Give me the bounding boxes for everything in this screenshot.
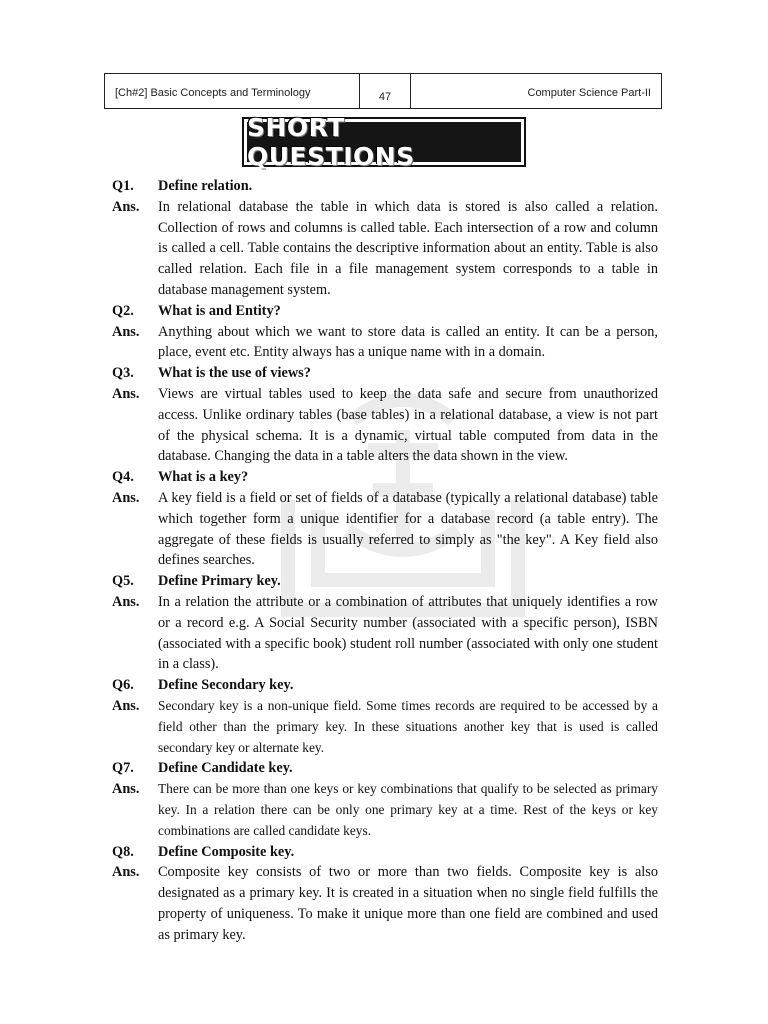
question-text: What is and Entity? [158, 302, 281, 319]
qa-item [112, 467, 658, 571]
question-number: Q5. [112, 573, 134, 590]
answer-row [112, 322, 658, 364]
answer-row [112, 696, 658, 758]
qa-item [112, 363, 658, 467]
page-number: 47 [359, 74, 411, 109]
question-number: Q4. [112, 469, 134, 486]
answer-text: Views are virtual tables used to keep the data safe and secure from unauthorized access. Unlike ordinary tables (base tables) in a relational database, a view is not part of the physical schema. It is a dynamic, virtual table computed from data in the database. Changing the data in a table alters the data shown in the view. [158, 385, 658, 465]
question-number: Q2. [112, 302, 134, 319]
answer-row [112, 384, 658, 467]
question-row [112, 301, 658, 322]
question-number: Q7. [112, 760, 134, 777]
chapter-title: [Ch#2] Basic Concepts and Terminology [115, 87, 311, 99]
answer-row [112, 862, 658, 945]
answer-row [112, 197, 658, 301]
question-text: What is the use of views? [158, 365, 311, 382]
qa-list [112, 176, 658, 945]
question-text: Define Secondary key. [158, 677, 294, 694]
answer-label: Ans. [112, 198, 140, 215]
section-title-background [247, 113, 521, 171]
answer-text: Composite key consists of two or more than two fields. Composite key is also designated as a primary key. It is created in a situation when no single field fulfills the property of uniqueness. To make it unique more than one field are combined and used as primary key. [158, 864, 658, 943]
answer-row [112, 488, 658, 571]
question-text: Define Candidate key. [158, 760, 293, 777]
answer-label: Ans. [112, 864, 140, 881]
qa-item [112, 176, 658, 301]
answer-row [112, 779, 658, 841]
question-number: Q3. [112, 365, 134, 382]
page-header [104, 73, 662, 109]
question-text: What is a key? [158, 469, 249, 486]
answer-label: Ans. [112, 489, 140, 506]
answer-label: Ans. [112, 781, 140, 798]
question-text: Define relation. [158, 178, 253, 194]
question-row [112, 571, 658, 592]
answer-text: There can be more than one keys or key combinations that qualify to be selected as primary key. In a relation there can be only one primary key at a time. Rest of the keys or key combinations are called candidate keys. [158, 781, 658, 838]
qa-item [112, 675, 658, 758]
answer-label: Ans. [112, 697, 140, 714]
question-number: Q8. [112, 843, 134, 860]
qa-item [112, 571, 658, 675]
question-row [112, 176, 658, 197]
answer-label: Ans. [112, 385, 140, 402]
question-text: Define Composite key. [158, 843, 295, 860]
question-number: Q6. [112, 677, 134, 694]
question-row [112, 363, 658, 384]
section-title-banner [242, 113, 526, 171]
answer-text: In a relation the attribute or a combination of attributes that uniquely identifies a row or a record e.g. A Social Security number (associated with a specific person), ISBN (associated with a specific book) student roll number (associated with only one student in a class). [158, 593, 658, 673]
qa-item [112, 301, 658, 363]
question-number: Q1. [112, 178, 134, 194]
question-row [112, 467, 658, 488]
question-row [112, 758, 658, 779]
question-text: Define Primary key. [158, 573, 281, 590]
book-title: Computer Science Part-II [527, 87, 651, 99]
question-row [112, 675, 658, 696]
answer-label: Ans. [112, 593, 140, 610]
answer-row [112, 592, 658, 675]
qa-item [112, 842, 658, 946]
qa-item [112, 758, 658, 841]
section-title: SHORT QUESTIONS [247, 113, 415, 171]
answer-text: A key field is a field or set of fields of a database (typically a relational database) table which together form a unique identifier for a database record (a table entry). The aggregate of these fields is usually referred to simply as "the key". A Key field also defines searches. [158, 489, 658, 569]
answer-label: Ans. [112, 323, 140, 340]
answer-text: Anything about which we want to store data is called an entity. It can be a person, place, event etc. Entity always has a unique name with in a domain. [158, 323, 658, 361]
answer-text: In relational database the table in which data is stored is also called a relation. Collection of rows and columns is called table. Each intersection of a row and column is called a cell. Table contains the descriptive information about an entity. Table is also called relation. Each file in a file management system corresponds to a table in database management system. [158, 198, 658, 298]
answer-text: Secondary key is a non-unique field. Some times records are required to be accessed by a field other than the primary key. In these situations another key that is used is called secondary key or alternate key. [158, 697, 658, 755]
question-row [112, 842, 658, 863]
